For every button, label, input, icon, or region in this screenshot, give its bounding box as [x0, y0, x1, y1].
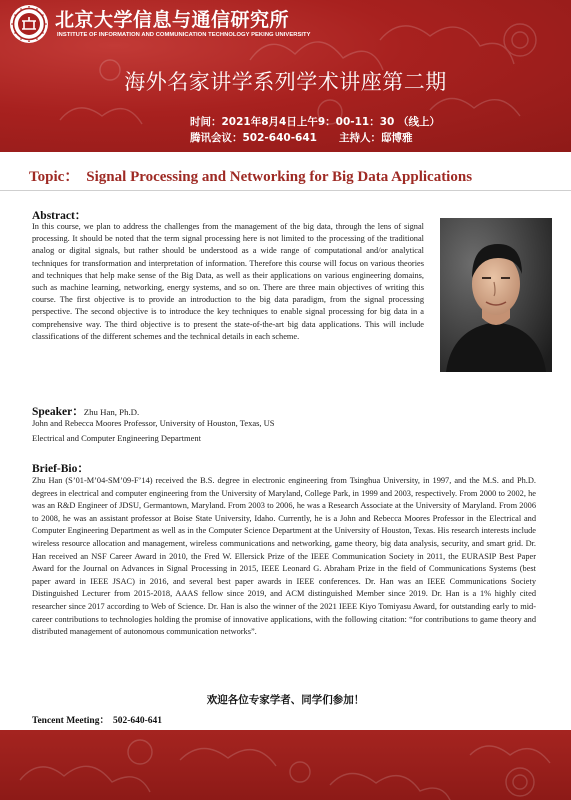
cloud-pattern: [0, 730, 571, 800]
speaker-photo: [440, 218, 552, 372]
footer-banner: [0, 730, 571, 800]
speaker-label: Speaker：: [32, 406, 84, 418]
bio-text: Zhu Han (S’01-M’04-SM’09-F’14) received the B.S. degree in electronic engineering from Tsinghua University, in 1997, and the M.S. and Ph.D. degrees in electrical and computer engineering from the University of Maryland, College Park, in 1999 and 2003, respectively. From 2000 to 2002, he was an R&D Engineer of JDSU, Germantown, Maryland. From 2003 to 2006, he was a Research Associate at the University of Maryland. From 2006 to 2008, he was an assistant professor at Boise State University, Idaho. Currently, he is a John and Rebecca Moores Professor in the Electrical and Computer Engineering Department as well as in the Computer Science Department at the University of Houston, Texas. His research interests include wireless resource allocation and management, wireless communications and networking, game theory, big data analysis, security, and smart grid. Dr. Han received an NSF Career Award in 2010, the Fred W. Ellersick Prize of the IEEE Communication Society in 2011, the EURASIP Best Paper Award for the Journal on Advances in Signal Processing in 2015, IEEE Leonard G. Abraham Prize in the field of Communications Systems (best paper award in IEEE JSAC) in 2016, and several best paper awards in IEEE conferences. Dr. Han was an IEEE Communications Society Distinguished Lecturer from 2015-2018, AAAS fellow since 2019, and ACM distinguished Member since 2019. Dr. Han is a 1% highly cited researcher since 2017 according to Web of Science. Dr. Han is also the winner of the 2021 IEEE Kiyo Tomiyasu Award, for outstanding early to mid-career contributions to technologies holding the promise of innovative applications, with the following citation: “for contributions to game theory and distributed management of autonomous communication networks”.: [32, 476, 536, 637]
institute-name-cn: 北京大学信息与通信研究所: [55, 9, 290, 31]
institute-name-en: INSTITUTE OF INFORMATION AND COMMUNICATION TECHNOLOGY PEKING UNIVERSITY: [57, 32, 311, 38]
bio-heading: Brief-Bio：: [32, 463, 89, 475]
time-info: 时间：2021年8月4日上午9：00-11：30 （线上）: [190, 116, 440, 128]
topic-line: [29, 165, 472, 186]
header-banner: [0, 0, 571, 152]
speaker-affiliation-1: John and Rebecca Moores Professor, University of Houston, Texas, US: [32, 418, 275, 428]
tencent-meeting-id: 502-640-641: [112, 716, 163, 726]
host-info: 主持人：邸博雅: [338, 132, 413, 144]
speaker-affiliation-2: Electrical and Computer Engineering Department: [32, 433, 201, 443]
university-seal-icon: [9, 4, 49, 44]
welcome-message: 欢迎各位专家学者、同学们参加！: [206, 694, 365, 706]
meeting-host-info: [190, 130, 412, 145]
meeting-info: 腾讯会议：502-640-641: [190, 132, 317, 144]
abstract-text: In this course, we plan to address the challenges from the management of the big data, through the lens of signal processing. It should be noted that the term signal processing here is not limited to the processing of the traditional analog or digital signals, but rather should be understood as a wide range of computational and/or analytical techniques for transformation and interpretation of information. Therefore this course will focus on various theories and techniques that help make sense of the Big Data, as well as their applications on various engineering domains, such as machine learning, networking, energy systems, and so on. There are three main objectives of writing this course. The first objective is to provide an introduction to the big data paradigm, from the signal processing perspective. The second objective is to introduce the key techniques to enable signal processing for big data in a comprehensive way. The third objective is to present the state-of-the-art big data applications. This will include classifications of the different schemes and the technical details in each scheme.: [32, 222, 424, 341]
lecture-series-title: 海外名家讲学系列学术讲座第二期: [124, 70, 447, 94]
tencent-meeting-row: [32, 712, 162, 726]
topic-title: Signal Processing and Networking for Big Data Applications: [86, 169, 473, 185]
speaker-name: Zhu Han, Ph.D.: [83, 407, 140, 417]
topic-label: Topic：: [29, 169, 80, 185]
topic-divider: [0, 190, 571, 191]
tencent-meeting-label: Tencent Meeting：: [32, 716, 109, 726]
abstract-heading: Abstract：: [32, 210, 87, 222]
